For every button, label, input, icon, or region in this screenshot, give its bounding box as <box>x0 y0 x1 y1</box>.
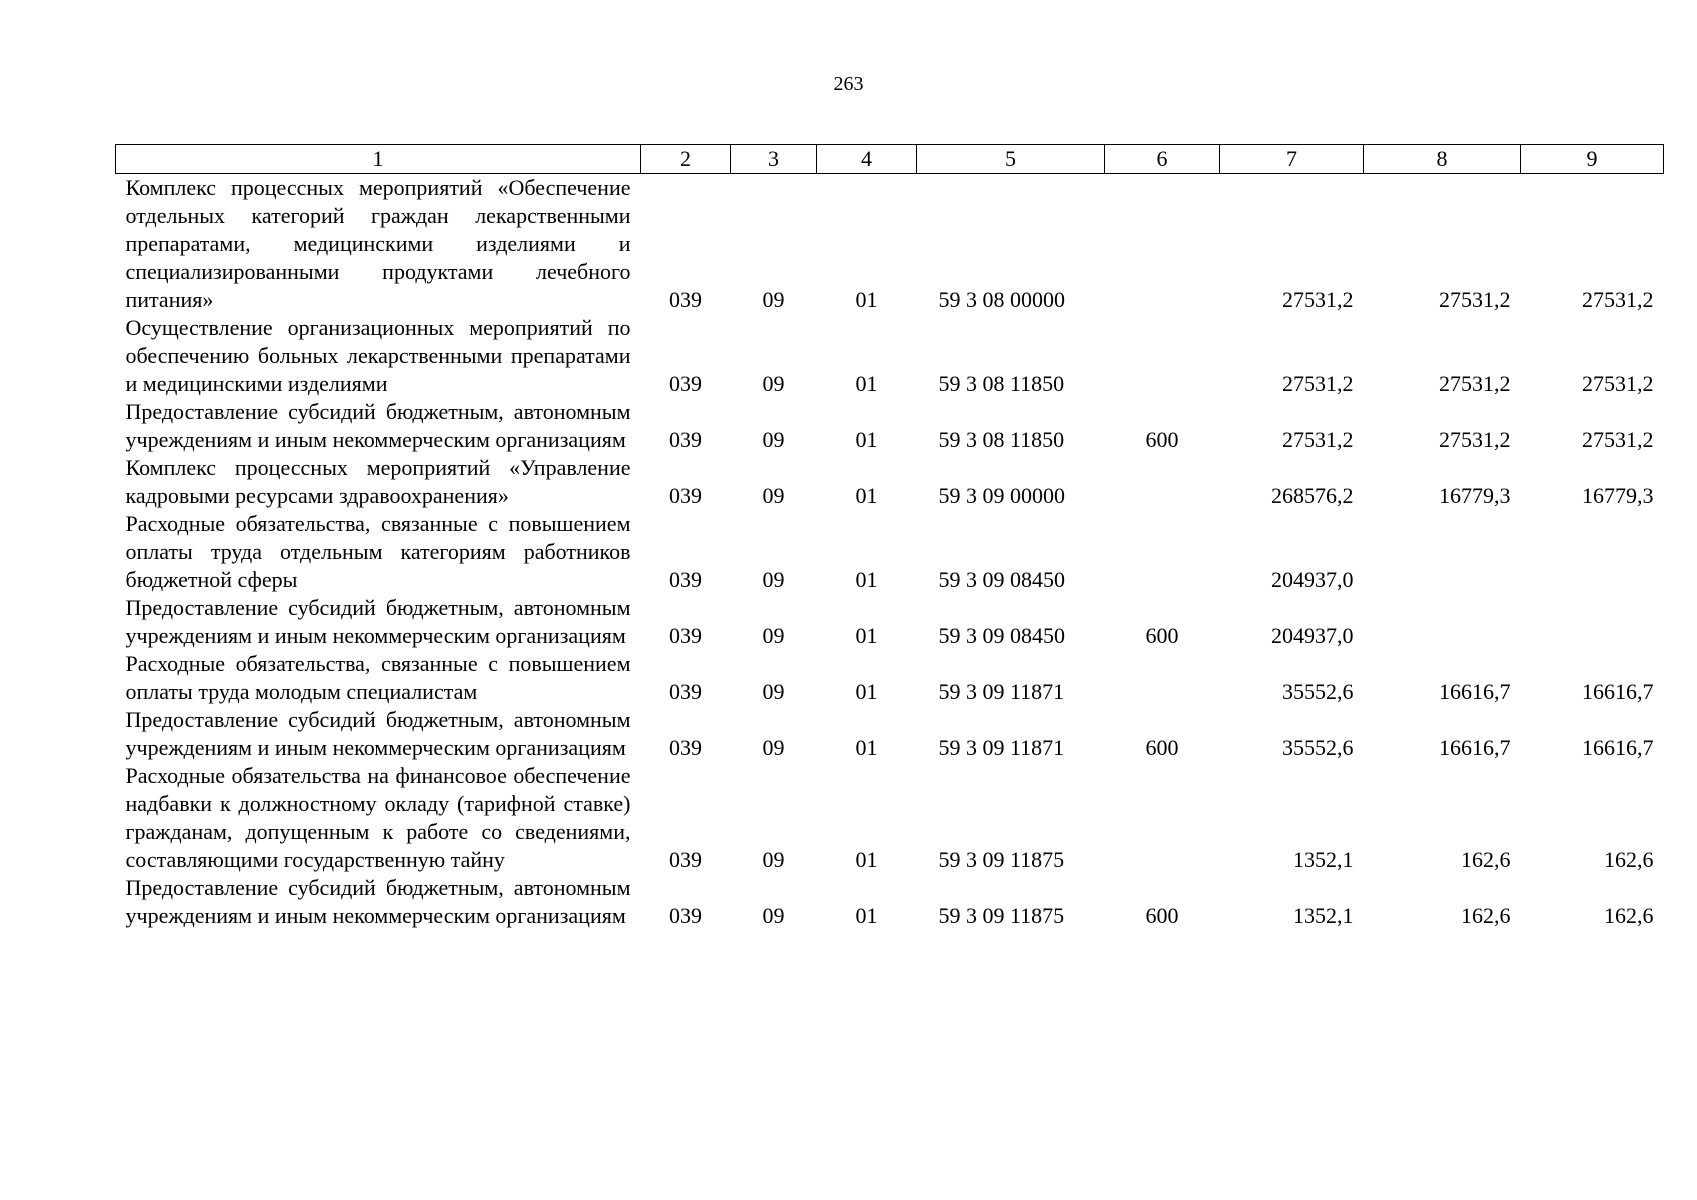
row-expense-type: 600 <box>1145 903 1179 928</box>
row-expense-type <box>1105 314 1220 398</box>
row-ministry-code: 039 <box>669 483 702 508</box>
row-amount-col9: 162,6 <box>1604 903 1654 928</box>
row-amount-col7: 204937,0 <box>1271 567 1354 592</box>
table-row <box>116 594 1664 650</box>
row-section: 09 <box>762 287 785 312</box>
table-row <box>116 706 1664 762</box>
row-amount-col9 <box>1521 594 1664 650</box>
row-amount-col7: 35552,6 <box>1282 735 1354 760</box>
row-subsection: 01 <box>855 735 878 760</box>
row-amount-col8: 162,6 <box>1461 847 1511 872</box>
row-amount-col7: 1352,1 <box>1293 903 1354 928</box>
row-description: Предоставление субсидий бюджетным, автономным учреждениям и иным некоммерческим организациям <box>125 399 631 452</box>
row-section: 09 <box>762 735 785 760</box>
row-subsection: 01 <box>855 483 878 508</box>
row-expense-type <box>1105 454 1220 510</box>
header-col-5: 5 <box>917 145 1105 174</box>
header-col-6: 6 <box>1105 145 1220 174</box>
row-amount-col8 <box>1364 510 1521 594</box>
table-row <box>116 398 1664 454</box>
row-description: Расходные обязательства на финансовое обеспечение надбавки к должностному окладу (тарифной ставке) гражданам, допущенным к работе со сведениями, составляющими государственную тайну <box>125 763 631 872</box>
row-amount-col8: 162,6 <box>1461 903 1511 928</box>
row-section: 09 <box>762 483 785 508</box>
row-section: 09 <box>762 847 785 872</box>
row-ministry-code: 039 <box>669 679 702 704</box>
row-description: Предоставление субсидий бюджетным, автономным учреждениям и иным некоммерческим организациям <box>125 875 631 928</box>
row-target-article: 59 3 09 11875 <box>938 847 1065 872</box>
row-subsection: 01 <box>855 847 878 872</box>
row-expense-type <box>1105 650 1220 706</box>
row-target-article: 59 3 09 08450 <box>938 623 1065 648</box>
table-row <box>116 174 1664 315</box>
row-description: Осуществление организационных мероприятий по обеспечению больных лекарственными препаратами и медицинскими изделиями <box>125 315 631 396</box>
row-section: 09 <box>762 903 785 928</box>
row-amount-col9: 27531,2 <box>1582 371 1654 396</box>
row-amount-col7: 1352,1 <box>1293 847 1354 872</box>
row-amount-col9 <box>1521 510 1664 594</box>
row-ministry-code: 039 <box>669 847 702 872</box>
row-ministry-code: 039 <box>669 287 702 312</box>
header-col-8: 8 <box>1364 145 1521 174</box>
header-col-2: 2 <box>641 145 731 174</box>
row-amount-col8: 27531,2 <box>1439 371 1511 396</box>
table-row <box>116 454 1664 510</box>
row-description: Комплекс процессных мероприятий «Обеспечение отдельных категорий граждан лекарственными препаратами, медицинскими изделиями и специализированными продуктами лечебного питания» <box>125 175 631 312</box>
row-amount-col7: 27531,2 <box>1282 371 1354 396</box>
table-header <box>116 145 1664 174</box>
header-col-9: 9 <box>1521 145 1664 174</box>
row-description: Предоставление субсидий бюджетным, автономным учреждениям и иным некоммерческим организациям <box>125 707 631 760</box>
table-row <box>116 510 1664 594</box>
row-section: 09 <box>762 427 785 452</box>
row-subsection: 01 <box>855 903 878 928</box>
row-amount-col7: 35552,6 <box>1282 679 1354 704</box>
row-amount-col9: 27531,2 <box>1582 287 1654 312</box>
row-expense-type <box>1105 510 1220 594</box>
row-amount-col9: 16616,7 <box>1582 735 1654 760</box>
header-col-3: 3 <box>731 145 817 174</box>
row-target-article: 59 3 08 11850 <box>938 371 1065 396</box>
row-amount-col8: 16779,3 <box>1439 483 1511 508</box>
row-amount-col8: 27531,2 <box>1439 427 1511 452</box>
row-subsection: 01 <box>855 567 878 592</box>
row-section: 09 <box>762 567 785 592</box>
row-amount-col8 <box>1364 594 1521 650</box>
row-expense-type <box>1105 174 1220 315</box>
row-description: Расходные обязательства, связанные с повышением оплаты труда молодым специалистам <box>125 651 631 704</box>
row-subsection: 01 <box>855 287 878 312</box>
row-ministry-code: 039 <box>669 735 702 760</box>
row-description: Предоставление субсидий бюджетным, автономным учреждениям и иным некоммерческим организациям <box>125 595 631 648</box>
row-amount-col7: 204937,0 <box>1271 623 1354 648</box>
row-ministry-code: 039 <box>669 371 702 396</box>
row-expense-type: 600 <box>1145 427 1179 452</box>
table-row <box>116 762 1664 874</box>
row-description: Комплекс процессных мероприятий «Управление кадровыми ресурсами здравоохранения» <box>125 455 631 508</box>
row-amount-col7: 27531,2 <box>1282 427 1354 452</box>
row-amount-col7: 27531,2 <box>1282 287 1354 312</box>
row-amount-col9: 16779,3 <box>1582 483 1654 508</box>
header-col-4: 4 <box>817 145 917 174</box>
row-target-article: 59 3 08 11850 <box>938 427 1065 452</box>
row-subsection: 01 <box>855 679 878 704</box>
row-amount-col8: 16616,7 <box>1439 735 1511 760</box>
table-row <box>116 314 1664 398</box>
row-subsection: 01 <box>855 371 878 396</box>
row-description: Расходные обязательства, связанные с повышением оплаты труда отдельным категориям работников бюджетной сферы <box>125 511 631 592</box>
page-number: 263 <box>833 73 864 95</box>
header-col-1: 1 <box>116 145 641 174</box>
row-section: 09 <box>762 623 785 648</box>
table-row <box>116 650 1664 706</box>
row-target-article: 59 3 09 11871 <box>938 735 1065 760</box>
row-ministry-code: 039 <box>669 427 702 452</box>
row-target-article: 59 3 08 00000 <box>938 287 1065 312</box>
row-expense-type <box>1105 762 1220 874</box>
header-row <box>116 145 1664 174</box>
row-ministry-code: 039 <box>669 567 702 592</box>
row-target-article: 59 3 09 00000 <box>938 483 1065 508</box>
row-amount-col9: 27531,2 <box>1582 427 1654 452</box>
row-expense-type: 600 <box>1145 735 1179 760</box>
row-target-article: 59 3 09 08450 <box>938 567 1065 592</box>
row-amount-col9: 162,6 <box>1604 847 1654 872</box>
table-body <box>116 174 1664 931</box>
row-ministry-code: 039 <box>669 623 702 648</box>
row-expense-type: 600 <box>1145 623 1179 648</box>
row-subsection: 01 <box>855 427 878 452</box>
row-target-article: 59 3 09 11871 <box>938 679 1065 704</box>
row-amount-col8: 16616,7 <box>1439 679 1511 704</box>
row-subsection: 01 <box>855 623 878 648</box>
header-col-7: 7 <box>1220 145 1364 174</box>
row-target-article: 59 3 09 11875 <box>938 903 1065 928</box>
row-amount-col7: 268576,2 <box>1271 483 1354 508</box>
table-row <box>116 874 1664 930</box>
row-amount-col8: 27531,2 <box>1439 287 1511 312</box>
budget-table <box>115 144 1664 930</box>
row-section: 09 <box>762 371 785 396</box>
row-section: 09 <box>762 679 785 704</box>
row-amount-col9: 16616,7 <box>1582 679 1654 704</box>
row-ministry-code: 039 <box>669 903 702 928</box>
